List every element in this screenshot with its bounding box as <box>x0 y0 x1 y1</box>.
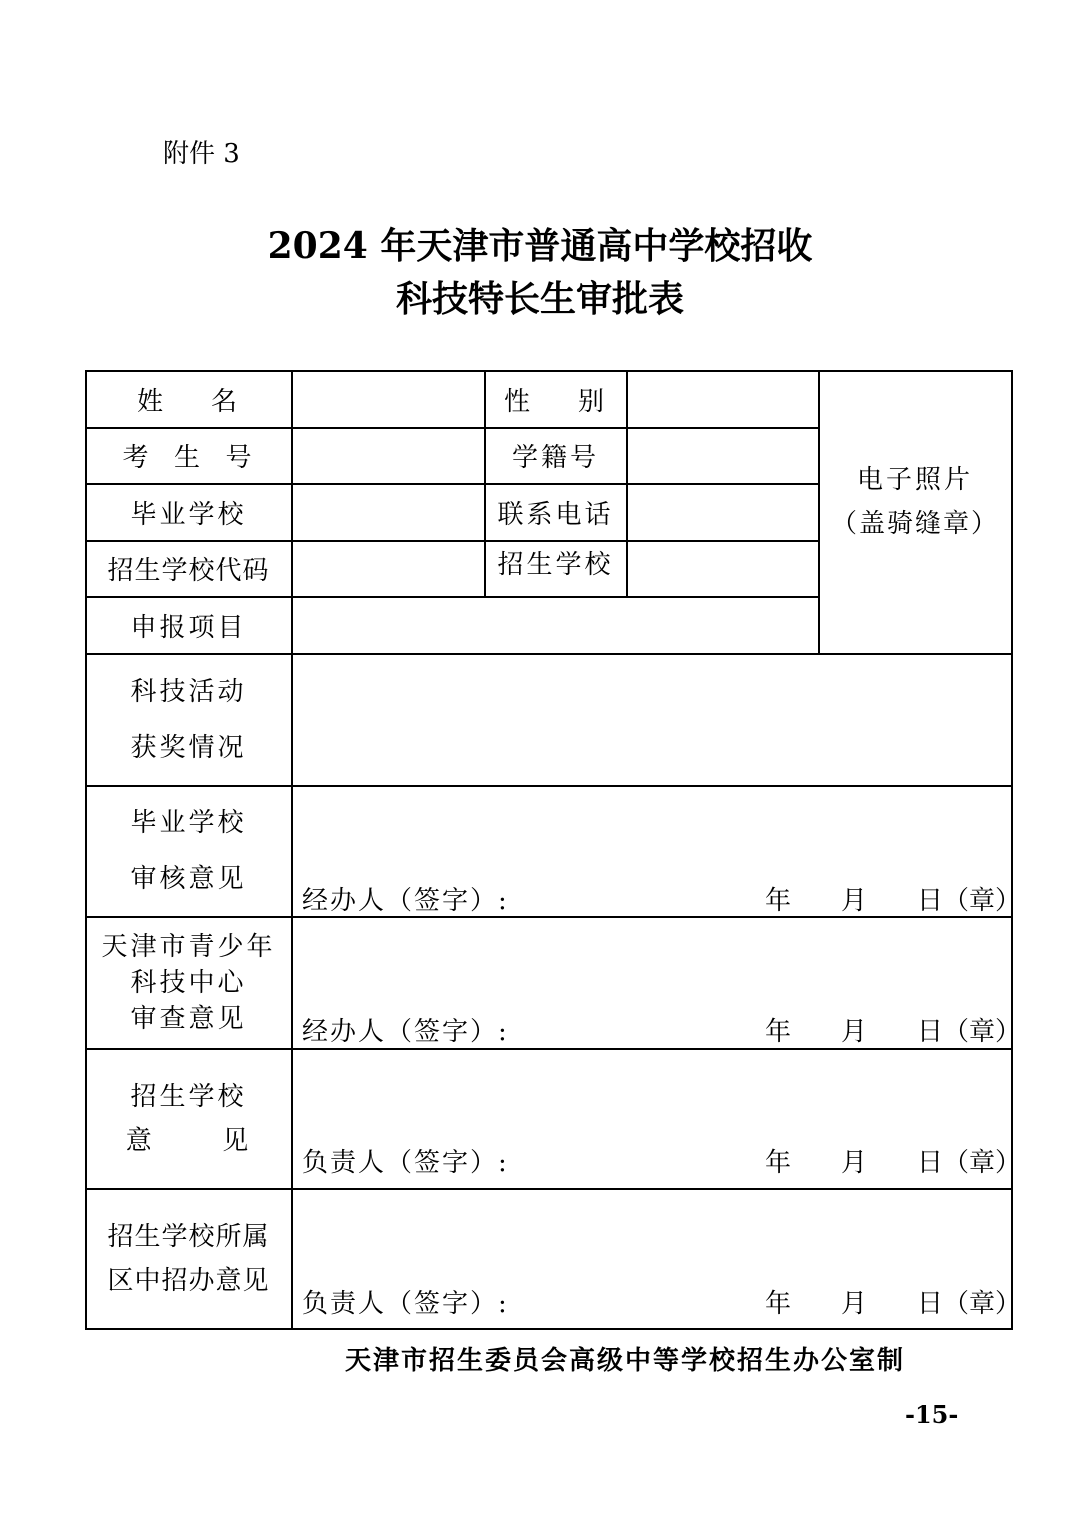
enroll-principal-sign: 负责人（签字）: <box>302 1148 509 1178</box>
tech-center-date <box>765 1011 1021 1048</box>
graduation-review-date <box>765 880 1021 917</box>
awards-label-line2: 获奖情况 <box>130 732 247 763</box>
awards-label-line1: 科技活动 <box>130 676 247 707</box>
page-number: -15- <box>905 1400 959 1429</box>
date-month: 月 <box>841 886 868 916</box>
enroll-school-field[interactable] <box>627 541 818 596</box>
district-opinion-label <box>86 1189 291 1328</box>
graduation-review-line1: 毕业学校 <box>130 808 247 838</box>
tech-center-line1: 天津市青少年 <box>101 931 276 962</box>
date-day-seal: 日（章） <box>917 1017 1022 1047</box>
enroll-school-label: 招生学校 <box>497 550 614 580</box>
date-year: 年 <box>765 1289 792 1319</box>
form-title-line1: 2024 年天津市普通高中学校招收 <box>267 225 813 267</box>
date-month: 月 <box>841 1148 868 1178</box>
district-opinion-date <box>765 1283 1021 1320</box>
enroll-school-code-label: 招生学校代码 <box>107 556 270 586</box>
date-day-seal: 日（章） <box>917 1289 1022 1319</box>
tech-center-line2: 科技中心 <box>130 967 247 998</box>
graduation-school-field[interactable] <box>292 484 484 540</box>
name-field[interactable] <box>292 371 484 427</box>
row-line <box>85 1328 1013 1330</box>
phone-label: 联系电话 <box>497 499 614 530</box>
awards-field[interactable] <box>292 654 1011 785</box>
district-principal-sign: 负责人（签字）: <box>302 1289 509 1319</box>
date-day-seal: 日（章） <box>917 886 1022 916</box>
photo-seal-note: （盖骑缝章） <box>830 509 999 539</box>
awards-label <box>86 654 291 785</box>
phone-field[interactable] <box>627 484 818 540</box>
photo-box[interactable] <box>819 371 1011 653</box>
enroll-school-code-field[interactable] <box>292 541 484 596</box>
graduation-review-label <box>86 786 291 916</box>
enroll-opinion-date <box>765 1142 1021 1179</box>
exam-number-label: 考 生 号 <box>122 443 255 473</box>
enroll-opinion-line1: 招生学校 <box>130 1081 247 1112</box>
tech-center-label <box>86 917 291 1048</box>
tech-center-handler-sign: 经办人（签字）: <box>302 1017 509 1047</box>
project-field[interactable] <box>292 597 818 653</box>
graduation-review-line2: 审核意见 <box>130 864 247 894</box>
name-label: 姓 名 <box>136 386 241 417</box>
student-id-label: 学籍号 <box>511 443 599 473</box>
enroll-opinion-label <box>86 1049 291 1188</box>
enroll-opinion-line2: 意 见 <box>125 1125 252 1156</box>
date-month: 月 <box>841 1289 868 1319</box>
issuer-footer: 天津市招生委员会高级中等学校招生办公室制 <box>344 1346 905 1376</box>
graduation-handler-sign: 经办人（签字）: <box>302 886 509 916</box>
exam-number-field[interactable] <box>292 428 484 483</box>
gender-label: 性 别 <box>503 386 608 417</box>
attachment-label: 附件 3 <box>163 139 240 169</box>
date-year: 年 <box>765 886 792 916</box>
gender-field[interactable] <box>627 371 818 427</box>
form-title-line2: 科技特长生审批表 <box>395 278 684 320</box>
student-id-field[interactable] <box>627 428 818 483</box>
column-line <box>1011 370 1013 1329</box>
graduation-school-label: 毕业学校 <box>130 499 247 530</box>
district-opinion-line1: 招生学校所属 <box>107 1221 270 1252</box>
date-year: 年 <box>765 1017 792 1047</box>
date-day-seal: 日（章） <box>917 1148 1022 1178</box>
date-month: 月 <box>841 1017 868 1047</box>
district-opinion-line2: 区中招办意见 <box>107 1265 270 1296</box>
tech-center-line3: 审查意见 <box>130 1003 247 1034</box>
date-year: 年 <box>765 1148 792 1178</box>
project-label: 申报项目 <box>130 612 247 643</box>
photo-label: 电子照片 <box>856 465 973 495</box>
